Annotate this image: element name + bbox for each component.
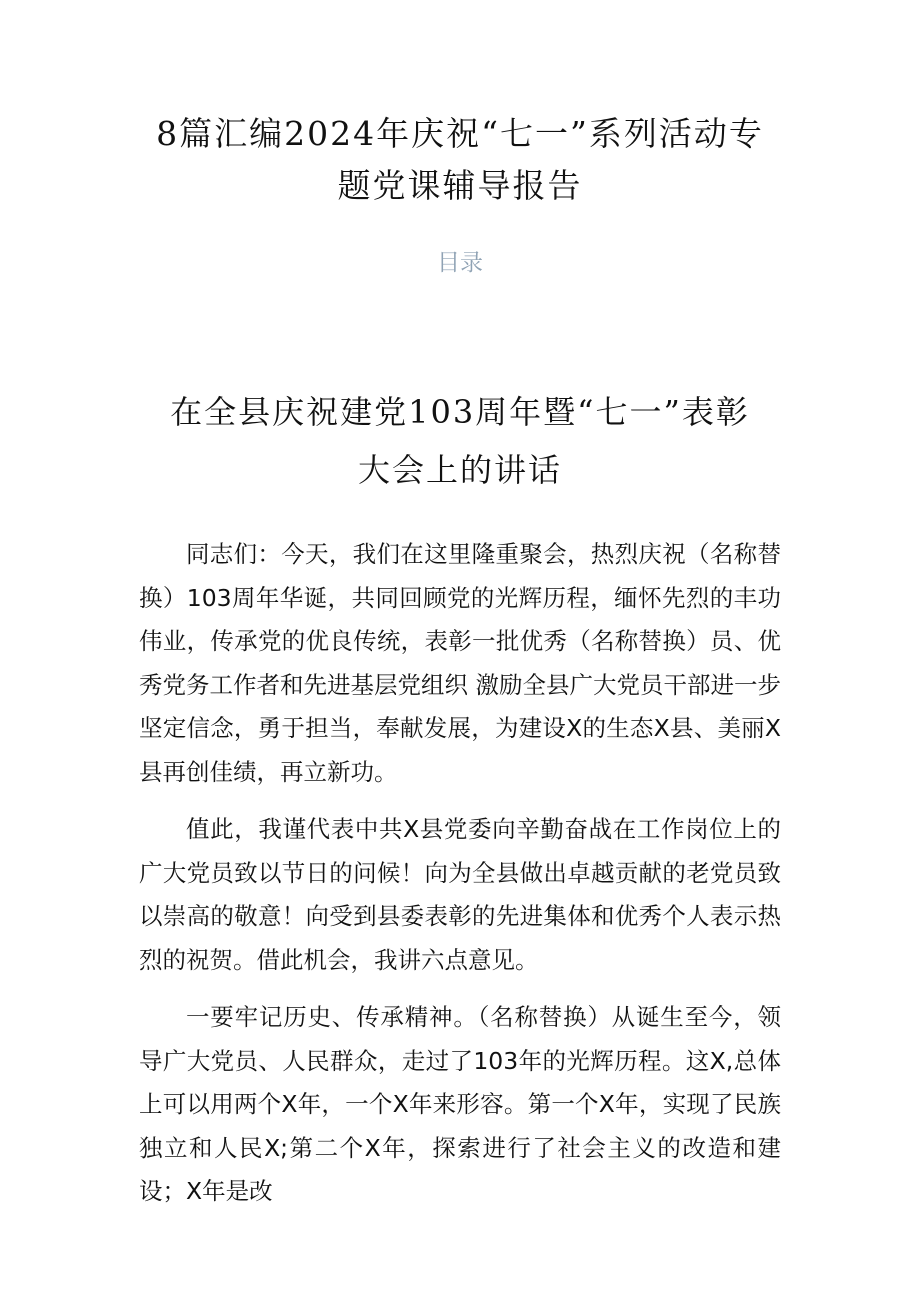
document-title-line-2: 题党课辅导报告 xyxy=(337,166,583,205)
paragraph: 一要牢记历史、传承精神。（名称替换）从诞生至今，领导广大党员、人民群众，走过了103年的光辉历程。这X,总体上可以用两个X年，一个X年来形容。第一个X年，实现了民族独立和人民X;第二个X年，探索进行了社会主义的改造和建设；X年是改 xyxy=(139,1003,781,1205)
paragraph: 值此，我谨代表中共X县党委向辛勤奋战在工作岗位上的广大党员致以节日的问候！向为全县做出卓越贡献的老党员致以崇高的敬意！向受到县委表彰的先进集体和优秀个人表示热烈的祝贺。借此机会，我讲六点意见。 xyxy=(139,815,781,974)
table-of-contents-link[interactable]: 目录 xyxy=(437,250,483,276)
speech-title xyxy=(0,383,920,499)
document-title-line-1: 8篇汇编2024年庆祝“七一”系列活动专 xyxy=(156,114,764,153)
speech-title-line-2: 大会上的讲话 xyxy=(357,451,562,489)
speech-body xyxy=(139,533,781,1228)
paragraph: 同志们：今天，我们在这里隆重聚会，热烈庆祝（名称替换）103周年华诞，共同回顾党的光辉历程，缅怀先烈的丰功伟业，传承党的优良传统，表彰一批优秀（名称替换）员、优秀党务工作者和先进基层党组织 激励全县广大党员干部进一步坚定信念，勇于担当，奉献发展，为建设X的生态X县、美丽X县再创佳绩，再立新功。 xyxy=(139,540,781,786)
speech-title-line-1: 在全县庆祝建党103周年暨“七一”表彰 xyxy=(170,393,750,431)
document-title xyxy=(0,108,920,212)
